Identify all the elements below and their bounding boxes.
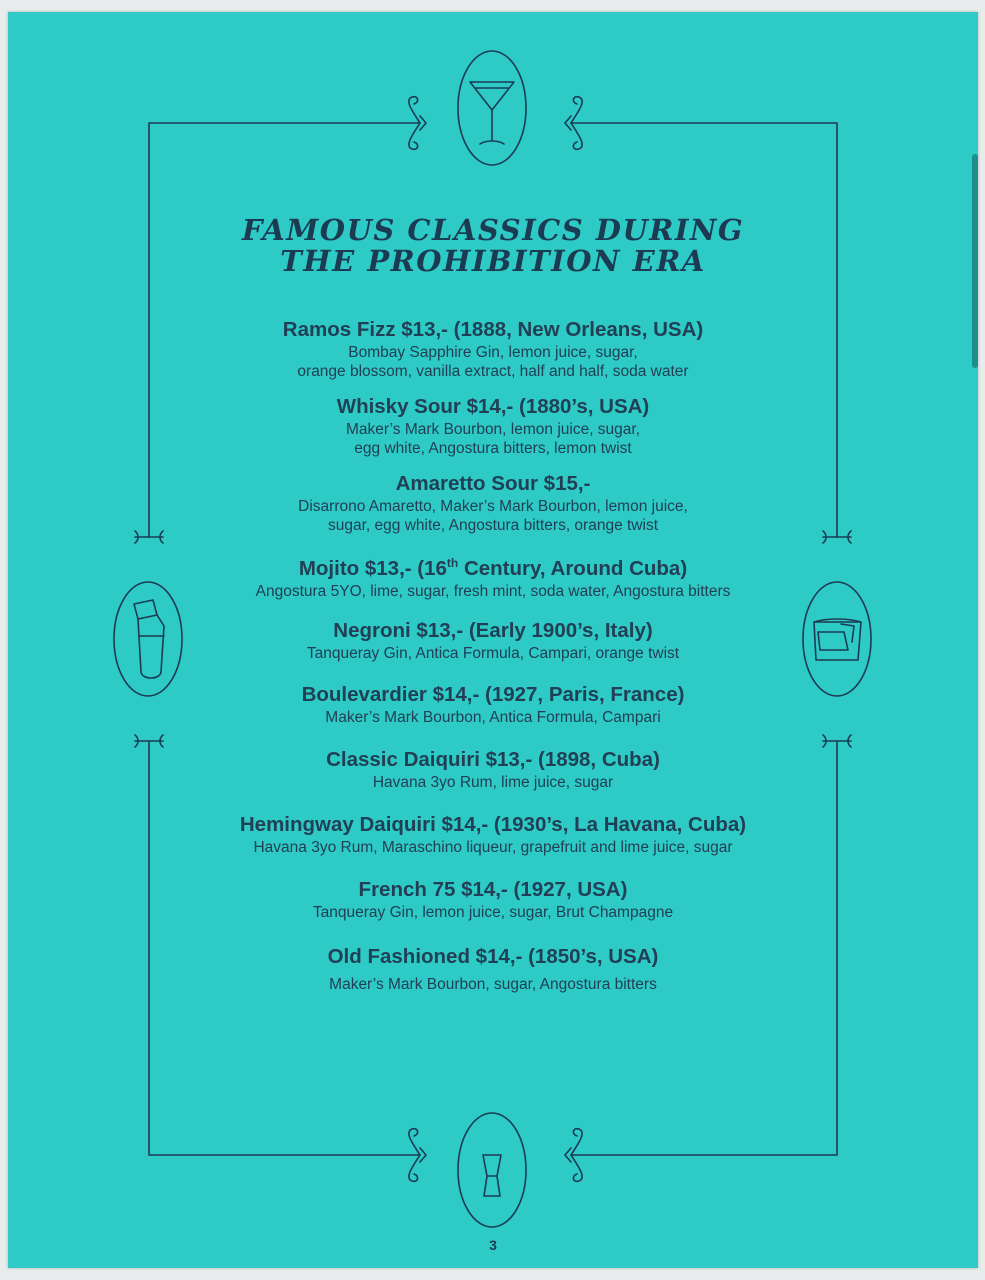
page-title: [8, 215, 978, 277]
page-number: 3: [489, 1237, 497, 1253]
cocktail-menu-list: [8, 317, 978, 994]
menu-item: [8, 682, 978, 727]
menu-item-name: Ramos Fizz $13,- (1888, New Orleans, USA): [282, 318, 704, 341]
menu-item: [8, 550, 978, 601]
menu-item: [8, 317, 978, 381]
menu-item-name: Hemingway Daiquiri $14,- (1930’s, La Havana, Cuba): [239, 812, 747, 836]
menu-item-description: [8, 644, 978, 663]
menu-item-description-line: Havana 3yo Rum, lime juice, sugar: [372, 773, 614, 791]
menu-item-name: Old Fashioned $14,- (1850’s, USA): [327, 944, 659, 968]
menu-item-description-line: Havana 3yo Rum, Maraschino liqueur, grapefruit and lime juice, sugar: [253, 838, 733, 856]
menu-item-name: Negroni $13,- (Early 1900’s, Italy): [333, 618, 653, 642]
menu-item-description: [8, 975, 978, 994]
menu-item-name: Whisky Sour $14,- (1880’s, USA): [336, 395, 650, 418]
vertical-scrollbar[interactable]: [972, 154, 978, 368]
menu-item: [8, 877, 978, 922]
menu-item-name-text-after: Century, Around Cuba): [458, 556, 688, 580]
menu-item-name-text: Mojito $13,- (16: [298, 556, 447, 580]
title-line-1: FAMOUS CLASSICS DURING: [241, 213, 745, 247]
menu-item-description-line: egg white, Angostura bitters, lemon twist: [354, 440, 632, 457]
menu-item-description: [8, 343, 978, 381]
menu-item: [8, 747, 978, 792]
menu-item-name: Boulevardier $14,- (1927, Paris, France): [301, 682, 685, 706]
menu-item-description-line: Maker’s Mark Bourbon, lemon juice, sugar,: [345, 421, 641, 438]
menu-item-name: Amaretto Sour $15,-: [395, 472, 591, 495]
menu-item-description-line: Bombay Sapphire Gin, lemon juice, sugar,: [348, 344, 638, 361]
menu-item-description: [8, 497, 978, 535]
jigger-icon: [458, 1113, 526, 1227]
menu-item-description: [8, 773, 978, 792]
menu-item-description-line: Disarrono Amaretto, Maker’s Mark Bourbon, lemon juice,: [298, 498, 688, 515]
menu-item-name-ordinal: th: [446, 556, 459, 570]
menu-item-description-line: Maker’s Mark Bourbon, sugar, Angostura bitters: [329, 975, 657, 993]
menu-item-description-line: Maker’s Mark Bourbon, Antica Formula, Campari: [325, 708, 661, 726]
menu-item-name: [8, 550, 978, 582]
menu-item-description-line: Tanqueray Gin, Antica Formula, Campari, orange twist: [306, 644, 680, 662]
menu-item-description: [8, 708, 978, 727]
menu-item-description: [8, 903, 978, 922]
menu-item-name: French 75 $14,- (1927, USA): [358, 877, 628, 901]
menu-item: [8, 471, 978, 535]
menu-item: [8, 944, 978, 994]
martini-glass-icon: [458, 51, 526, 165]
menu-item-name: Classic Daiquiri $13,- (1898, Cuba): [326, 747, 660, 771]
menu-item-description-line: Tanqueray Gin, lemon juice, sugar, Brut Champagne: [312, 903, 674, 921]
menu-item-description: [8, 420, 978, 458]
menu-item-description-line: sugar, egg white, Angostura bitters, orange twist: [328, 517, 658, 534]
menu-item: [8, 394, 978, 458]
menu-item: [8, 812, 978, 857]
menu-item-description: [8, 838, 978, 857]
menu-item-description-line: orange blossom, vanilla extract, half and half, soda water: [297, 363, 689, 380]
title-line-2: THE PROHIBITION ERA: [280, 244, 706, 278]
menu-page: [8, 12, 978, 1268]
menu-item: [8, 618, 978, 663]
menu-item-description: [8, 582, 978, 601]
menu-item-description-line: Angostura 5YO, lime, sugar, fresh mint, soda water, Angostura bitters: [255, 582, 731, 600]
